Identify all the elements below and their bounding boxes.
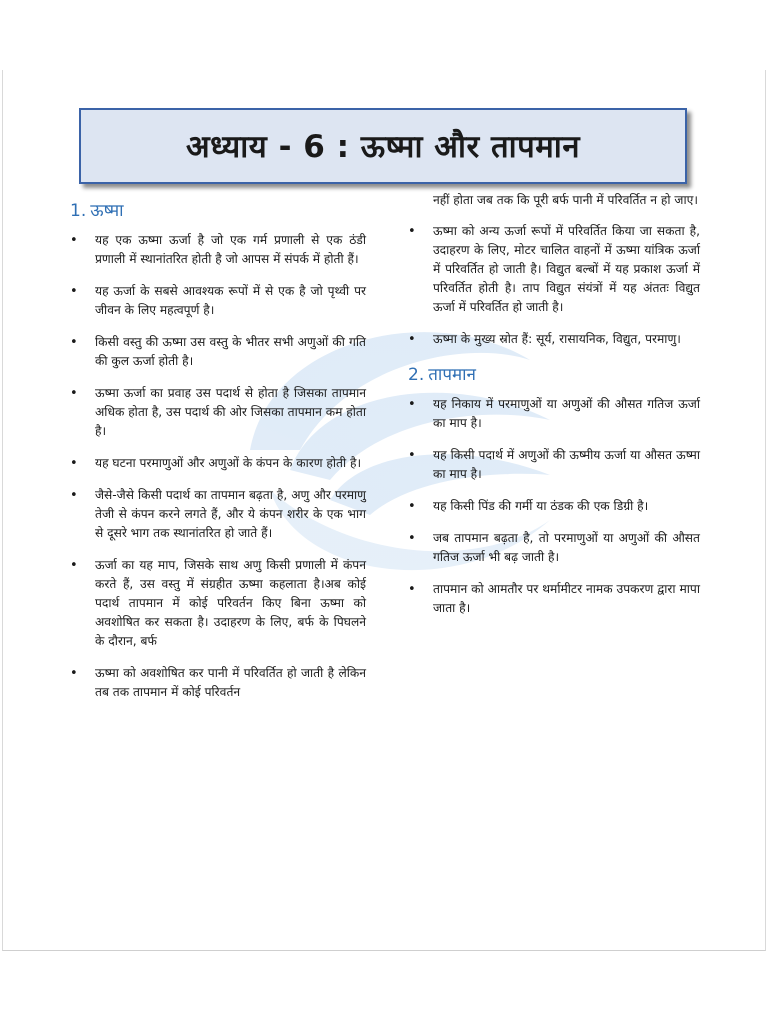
bullet: • (408, 332, 416, 347)
bullet: • (70, 456, 78, 471)
bullet: • (70, 666, 78, 681)
list-item-text: ऊर्जा का यह माप, जिसके साथ अणु किसी प्रणाली में कंपन करते हैं, उस वस्तु में संग्रहीत ऊष्मा कहलाता है।अब कोई पदार्थ तापमान में कोई परिवर्तन किए बिना ऊष्मा को अवशोषित कर सकता है। उदाहरण के लिए, बर्फ के पिघलने के दौरान, बर्फ (95, 558, 366, 648)
list-item (70, 556, 366, 651)
list-item-text: जब तापमान बढ़ता है, तो परमाणुओं या अणुओं की औसत गतिज ऊर्जा भी बढ़ जाती है। (433, 531, 700, 564)
bullet: • (408, 582, 416, 597)
heat-list-continued (408, 222, 700, 349)
chapter-title: अध्याय - 6 : ऊष्मा और तापमान (185, 129, 581, 165)
list-item-text: यह निकाय में परमाणुओं या अणुओं की औसत गतिज ऊर्जा का माप है। (433, 397, 700, 430)
temperature-list (408, 395, 700, 618)
bullet: • (70, 335, 78, 350)
section-heading-heat (70, 198, 366, 221)
list-item (408, 529, 700, 567)
list-item-text: यह ऊर्जा के सबसे आवश्यक रूपों में से एक है जो पृथ्वी पर जीवन के लिए महत्वपूर्ण है। (95, 284, 366, 317)
bullet: • (70, 233, 78, 248)
bullet: • (70, 284, 78, 299)
list-item (408, 497, 700, 516)
section-number: 2. (408, 365, 425, 385)
bullet: • (70, 488, 78, 503)
section-heading-temperature (408, 362, 700, 385)
left-column (70, 198, 366, 715)
list-item-text: किसी वस्तु की ऊष्मा उस वस्तु के भीतर सभी अणुओं की गति की कुल ऊर्जा होती है। (95, 335, 366, 368)
bullet: • (70, 386, 78, 401)
list-item (408, 222, 700, 317)
list-item (408, 580, 700, 618)
bullet: • (408, 397, 416, 412)
bullet: • (408, 531, 416, 546)
chapter-title-box (79, 108, 687, 184)
list-item (408, 446, 700, 484)
list-item (70, 231, 366, 269)
heat-list (70, 231, 366, 702)
bullet: • (408, 448, 416, 463)
bullet: • (408, 224, 416, 239)
list-item-text: ऊष्मा को अन्य ऊर्जा रूपों में परिवर्तित किया जा सकता है, उदाहरण के लिए, मोटर चालित वाहनों में ऊष्मा यांत्रिक ऊर्जा में परिवर्तित हो जाती है। विद्युत बल्बों में यह प्रकाश ऊर्जा में परिवर्तित होती है। ताप विद्युत संयंत्रों में यह अंततः विद्युत ऊर्जा में परिवर्तित हो जाती है। (433, 224, 700, 314)
list-item (408, 330, 700, 349)
list-item-text: ऊष्मा के मुख्य स्रोत हैं: सूर्य, रासायनिक, विद्युत, परमाणु। (433, 332, 681, 346)
list-item-text: यह किसी पिंड की गर्मी या ठंडक की एक डिग्री है। (433, 499, 649, 513)
list-item-text: जैसे-जैसे किसी पदार्थ का तापमान बढ़ता है, अणु और परमाणु तेजी से कंपन करने लगते हैं, और ये कंपन शरीर के एक भाग से दूसरे भाग तक स्थानांतरित हो जाते हैं। (95, 488, 366, 540)
section-title: तापमान (428, 365, 476, 385)
list-item (70, 282, 366, 320)
list-item-text: तापमान को आमतौर पर थर्मामीटर नामक उपकरण द्वारा मापा जाता है। (433, 582, 700, 615)
list-item (70, 454, 366, 473)
list-item (70, 664, 366, 702)
list-item (70, 486, 366, 543)
right-column (408, 191, 700, 631)
list-item-text: ऊष्मा को अवशोषित कर पानी में परिवर्तित हो जाती है लेकिन तब तक तापमान में कोई परिवर्तन (95, 666, 366, 699)
list-item-text: यह किसी पदार्थ में अणुओं की ऊष्मीय ऊर्जा या औसत ऊष्मा का माप है। (433, 448, 700, 481)
bullet: • (408, 499, 416, 514)
continued-text: नहीं होता जब तक कि पूरी बर्फ पानी में परिवर्तित न हो जाए। (433, 193, 698, 207)
list-item-text: यह एक ऊष्मा ऊर्जा है जो एक गर्म प्रणाली से एक ठंडी प्रणाली में स्थानांतरित होती है जो आपस में संपर्क में होती हैं। (95, 233, 366, 266)
bullet: • (70, 558, 78, 573)
list-item-text: यह घटना परमाणुओं और अणुओं के कंपन के कारण होती है। (95, 456, 362, 470)
list-item (70, 333, 366, 371)
section-title: ऊष्मा (90, 201, 124, 221)
list-item (408, 395, 700, 433)
section-number: 1. (70, 201, 87, 221)
list-item-text: ऊष्मा ऊर्जा का प्रवाह उस पदार्थ से होता है जिसका तापमान अधिक होता है, उस पदार्थ की ओर जिसका तापमान कम होता है। (95, 386, 366, 438)
list-item (70, 384, 366, 441)
